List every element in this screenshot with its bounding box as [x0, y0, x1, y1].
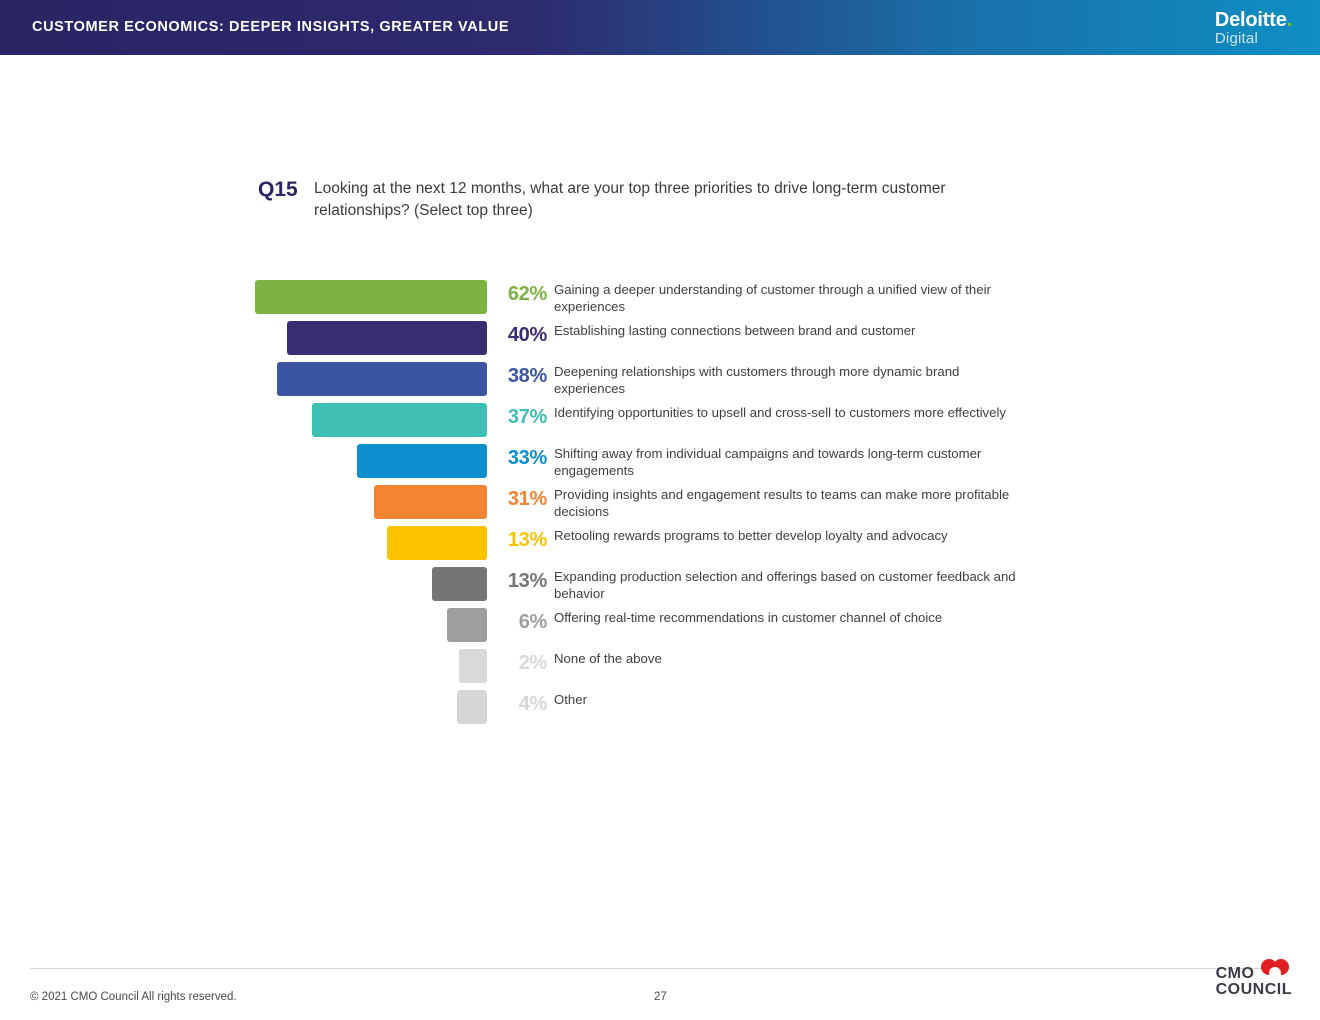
chart-value-label: 62%	[507, 283, 547, 305]
deloitte-logo	[1215, 10, 1292, 47]
cmo-council-logo	[1216, 966, 1292, 998]
page-number: 27	[654, 991, 667, 1003]
chart-category-label: None of the above	[554, 651, 662, 666]
chart-value-label: 13%	[507, 570, 547, 592]
chart-category-label: Retooling rewards programs to better develop loyalty and advocacy	[554, 528, 948, 543]
chart-category-label: Gaining a deeper understanding of customer through a unified view of their experiences	[554, 282, 991, 315]
chart-bar	[387, 526, 487, 560]
chart-value-label: 31%	[507, 488, 547, 510]
copyright-text: © 2021 CMO Council All rights reserved.	[30, 991, 237, 1003]
deloitte-logo-subtext: Digital	[1214, 30, 1258, 47]
chart-row	[0, 360, 1320, 398]
question-number: Q15	[258, 178, 298, 201]
chart-bar	[357, 444, 487, 478]
chart-category-label: Deepening relationships with customers through more dynamic brand experiences	[554, 364, 960, 397]
chart-bar	[287, 321, 487, 355]
chart-category-label: Identifying opportunities to upsell and cross-sell to customers more effectively	[554, 405, 1007, 420]
chart-bar	[312, 403, 487, 437]
chart-row	[0, 483, 1320, 521]
chart-category-label: Establishing lasting connections between brand and customer	[554, 323, 916, 338]
cmo-logo-line1: CMO	[1215, 965, 1255, 982]
chart-value-label: 38%	[507, 365, 547, 387]
question-text: Looking at the next 12 months, what are your top three priorities to drive long-term customer relationships? (Select top three)	[314, 180, 946, 219]
chart-category-label: Shifting away from individual campaigns and towards long-term customer engagements	[554, 446, 982, 479]
chart-value-label: 33%	[507, 447, 547, 469]
chart-row	[0, 401, 1320, 439]
header-bar	[0, 0, 1320, 55]
chart-value-label: 4%	[518, 693, 547, 715]
chart-value-label: 13%	[507, 529, 547, 551]
chart-bar	[277, 362, 487, 396]
chart-row	[0, 688, 1320, 726]
chart-value-label: 40%	[507, 324, 547, 346]
chart-row	[0, 442, 1320, 480]
chart-row	[0, 647, 1320, 685]
chart-value-label: 37%	[507, 406, 547, 428]
cmo-logo-line2: COUNCIL	[1215, 981, 1292, 998]
question-block	[258, 178, 1018, 222]
chart-value-label: 2%	[518, 652, 547, 674]
deloitte-logo-text: Deloitte	[1214, 9, 1287, 31]
chart-row	[0, 606, 1320, 644]
deloitte-logo-dot: .	[1286, 9, 1292, 31]
chart-category-label: Offering real-time recommendations in customer channel of choice	[554, 610, 943, 625]
footer-divider	[30, 968, 1290, 969]
chart-row	[0, 319, 1320, 357]
chart-category-label: Other	[554, 692, 587, 707]
chart-category-label: Expanding production selection and offerings based on customer feedback and behavior	[554, 569, 1016, 602]
chart-bar	[374, 485, 487, 519]
chart-value-label: 6%	[518, 611, 547, 633]
bar-chart	[0, 278, 1320, 729]
chart-category-label: Providing insights and engagement results to teams can make more profitable decisions	[554, 487, 1010, 520]
chart-bar	[255, 280, 487, 314]
page-title: CUSTOMER ECONOMICS: DEEPER INSIGHTS, GREATER VALUE	[32, 19, 510, 35]
chart-row	[0, 524, 1320, 562]
chart-row	[0, 278, 1320, 316]
chart-row	[0, 565, 1320, 603]
